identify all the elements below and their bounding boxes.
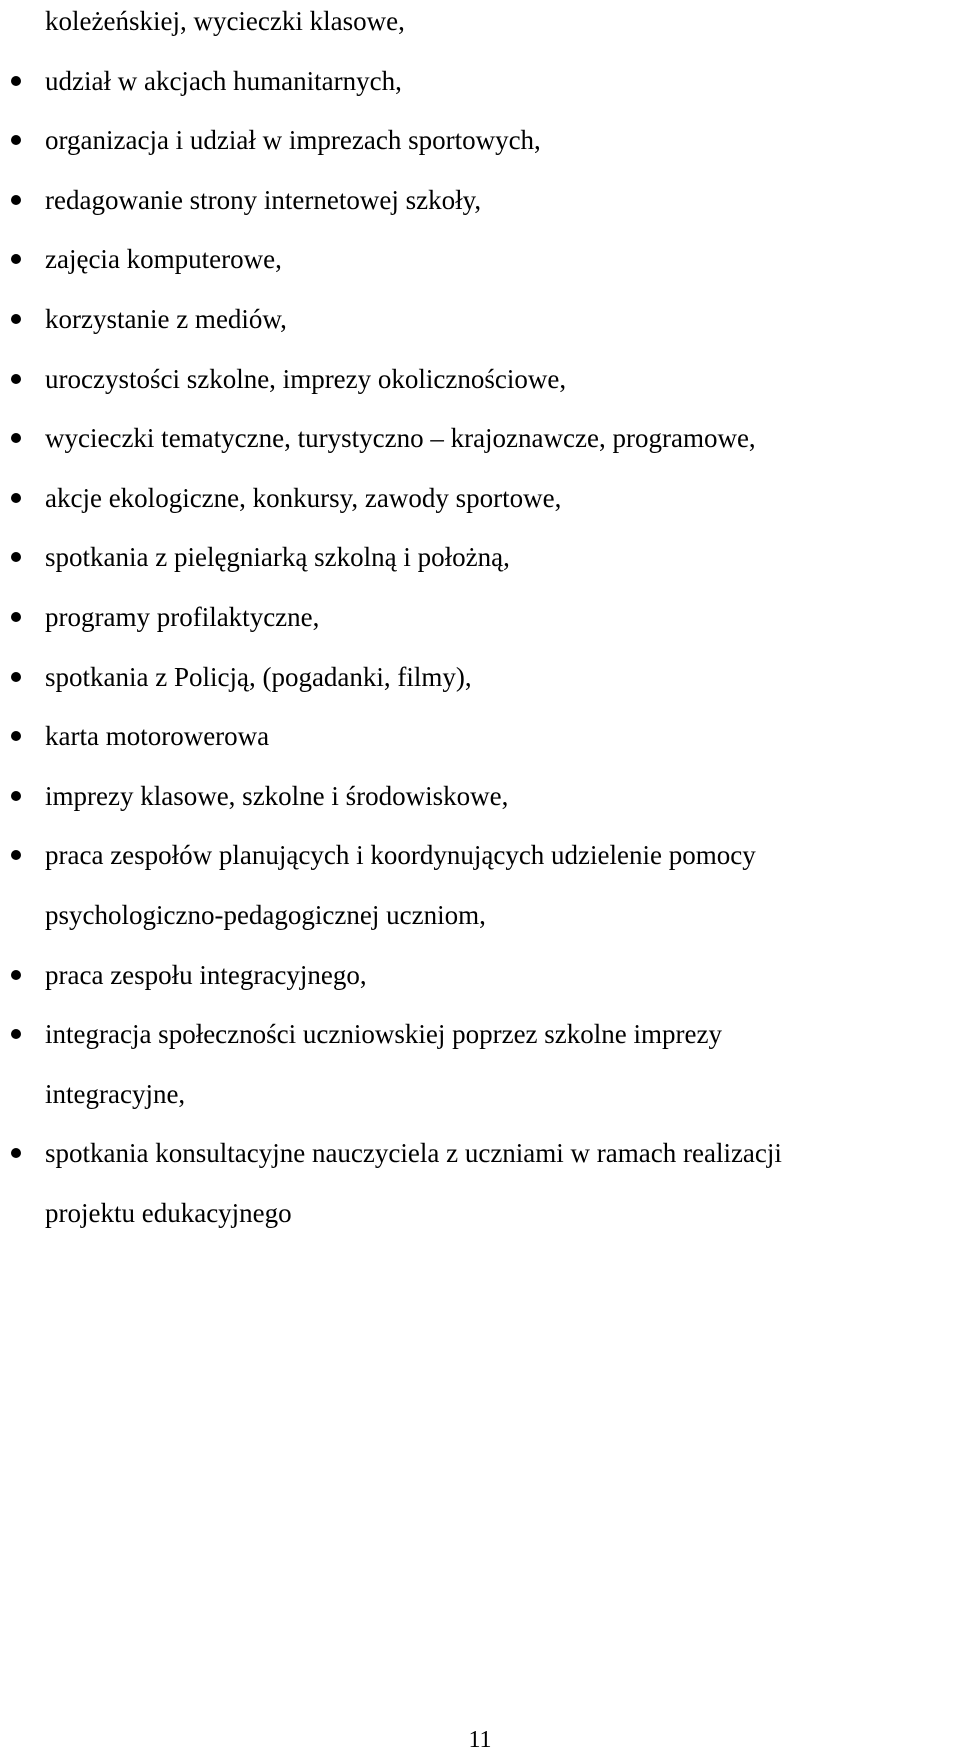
- bullet-icon: [11, 970, 21, 980]
- bullet-icon: [11, 850, 21, 860]
- list-item: [45, 1014, 722, 1054]
- list-item-text: karta motorowerowa: [45, 721, 270, 751]
- bullet-icon: [11, 791, 21, 801]
- list-item-text: uroczystości szkolne, imprezy okolicznościowe,: [45, 364, 567, 394]
- list-item-text: praca zespołów planujących i koordynujących udzielenie pomocy: [45, 840, 756, 870]
- bullet-icon: [11, 731, 21, 741]
- list-item: [45, 835, 756, 875]
- list-item-text: korzystanie z mediów,: [45, 304, 287, 334]
- list-item-continuation: [45, 1, 405, 41]
- list-item: [45, 776, 508, 816]
- list-item: [45, 716, 269, 756]
- list-item-continuation: [45, 1193, 292, 1233]
- list-item-text: akcje ekologiczne, konkursy, zawody sportowe,: [45, 483, 562, 513]
- bullet-icon: [11, 672, 21, 682]
- bullet-icon: [11, 1029, 21, 1039]
- list-item-text: programy profilaktyczne,: [45, 602, 320, 632]
- list-item: [45, 418, 756, 458]
- bullet-icon: [11, 493, 21, 503]
- bullet-icon: [11, 195, 21, 205]
- list-item-text: spotkania z pielęgniarką szkolną i położną,: [45, 542, 510, 572]
- list-item-text: integracyjne,: [45, 1079, 186, 1109]
- list-item-text: spotkania z Policją, (pogadanki, filmy),: [45, 662, 472, 692]
- list-item: [45, 478, 561, 518]
- bullet-icon: [11, 135, 21, 145]
- list-item: [45, 61, 402, 101]
- list-item-text: spotkania konsultacyjne nauczyciela z uczniami w ramach realizacji: [45, 1138, 782, 1168]
- list-item-text: wycieczki tematyczne, turystyczno – krajoznawcze, programowe,: [45, 423, 756, 453]
- bullet-icon: [11, 433, 21, 443]
- list-item: [45, 180, 481, 220]
- list-item: [45, 120, 541, 160]
- list-item: [45, 657, 472, 697]
- list-item: [45, 1133, 782, 1173]
- bullet-icon: [11, 612, 21, 622]
- list-item-text: psychologiczno-pedagogicznej uczniom,: [45, 900, 486, 930]
- list-item: [45, 239, 282, 279]
- list-item: [45, 597, 319, 637]
- list-item-text: organizacja i udział w imprezach sportowych,: [45, 125, 541, 155]
- list-item-text: udział w akcjach humanitarnych,: [45, 66, 402, 96]
- bullet-icon: [11, 374, 21, 384]
- bullet-icon: [11, 1148, 21, 1158]
- list-item-text: imprezy klasowe, szkolne i środowiskowe,: [45, 781, 509, 811]
- list-item: [45, 299, 287, 339]
- list-item: [45, 955, 367, 995]
- list-item-continuation: [45, 1074, 185, 1114]
- list-item-continuation: [45, 895, 486, 935]
- list-item: [45, 359, 566, 399]
- page-number: 11: [468, 1727, 492, 1753]
- list-item-text: projektu edukacyjnego: [45, 1198, 292, 1228]
- bullet-icon: [11, 552, 21, 562]
- list-item-text: praca zespołu integracyjnego,: [45, 960, 367, 990]
- list-item: [45, 537, 510, 577]
- bullet-icon: [11, 254, 21, 264]
- bullet-icon: [11, 314, 21, 324]
- list-item-text: koleżeńskiej, wycieczki klasowe,: [45, 6, 405, 36]
- list-item-text: redagowanie strony internetowej szkoły,: [45, 185, 482, 215]
- list-item-text: integracja społeczności uczniowskiej poprzez szkolne imprezy: [45, 1019, 722, 1049]
- bullet-icon: [11, 76, 21, 86]
- list-item-text: zajęcia komputerowe,: [45, 244, 282, 274]
